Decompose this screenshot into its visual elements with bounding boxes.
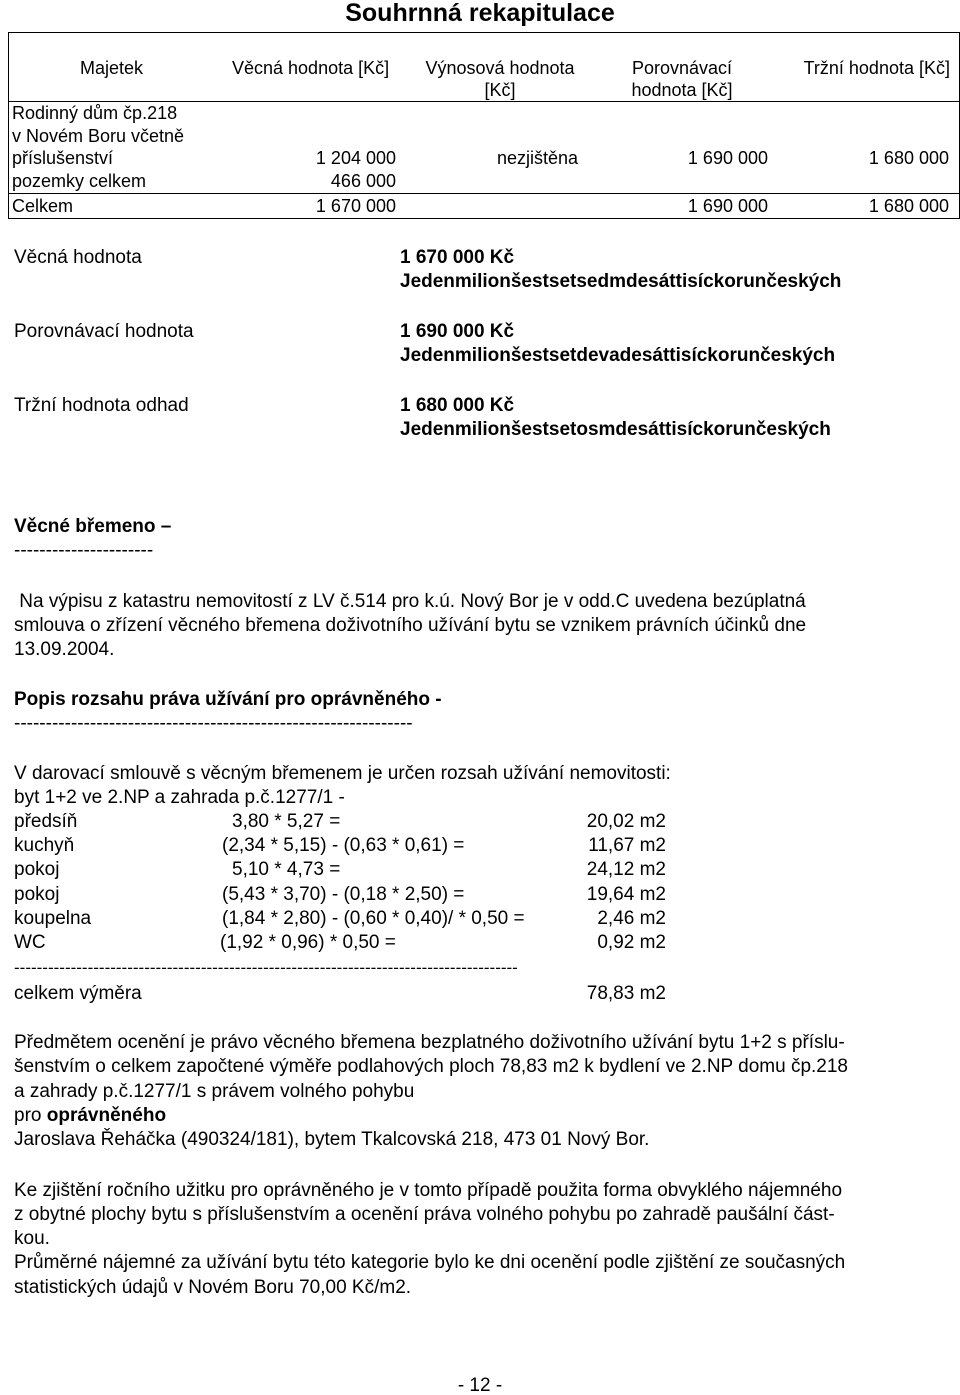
rooms-total-label: celkem výměra: [14, 983, 142, 1004]
room-area: 24,12 m2: [586, 859, 666, 880]
usage-line-4: Průměrné nájemné za užívání bytu této kategorie bylo ke dni ocenění podle zjištění ze současných: [14, 1252, 846, 1273]
summary-words-porovnavaci: Jedenmilionšestsetdevadesáttisíckorunčeských: [400, 345, 836, 366]
room-formula: (2,34 * 5,15) - (0,63 * 0,61) =: [222, 835, 465, 856]
header-majetek: Majetek: [80, 58, 144, 78]
row-name-line-2: v Novém Boru včetně: [12, 126, 185, 146]
header-vynosova-1: Výnosová hodnota: [425, 58, 575, 78]
room-name: kuchyň: [14, 835, 75, 856]
header-trzni: Tržní hodnota [Kč]: [803, 58, 950, 78]
scope-intro-line-1: V darovací smlouvě s věcným břemenem je určen rozsah užívání nemovitosti:: [14, 763, 671, 784]
row-porovnavaci: 1 690 000: [687, 148, 768, 168]
table-total-divider: [8, 193, 960, 194]
scope-heading: Popis rozsahu práva užívání pro oprávněného -: [14, 689, 442, 710]
summary-amount-trzni: 1 680 000 Kč: [400, 395, 515, 416]
summary-label-porovnavaci: Porovnávací hodnota: [14, 321, 194, 342]
room-name: koupelna: [14, 908, 92, 929]
burden-dashes: ----------------------: [14, 540, 154, 561]
burden-heading: Věcné břemeno –: [14, 516, 172, 537]
room-formula: (5,43 * 3,70) - (0,18 * 2,50) =: [222, 884, 465, 905]
total-porovnavaci: 1 690 000: [687, 196, 768, 216]
total-label: Celkem: [12, 196, 74, 216]
usage-line-2: z obytné plochy bytu s příslušenstvím a ocenění práva volného pohybu po zahradě paušální část-: [14, 1204, 835, 1225]
summary-words-trzni: Jedenmilionšestsetosmdesáttisíckorunčeských: [400, 419, 831, 440]
header-porovnavaci-2: hodnota [Kč]: [631, 80, 733, 100]
header-porovnavaci-1: Porovnávací: [631, 58, 733, 78]
room-name: předsíň: [14, 811, 78, 832]
page-number: - 12 -: [457, 1375, 503, 1395]
usage-line-3: kou.: [14, 1228, 50, 1249]
summary-amount-vecna: 1 670 000 Kč: [400, 247, 515, 268]
row-vecna-building: 1 204 000: [315, 148, 396, 168]
summary-label-trzni: Tržní hodnota odhad: [14, 395, 189, 416]
row-vynosova: nezjištěna: [496, 148, 578, 168]
header-vecna: Věcná hodnota [Kč]: [232, 58, 390, 78]
burden-text-line-3: 13.09.2004.: [14, 639, 115, 660]
subject-for-prefix: pro: [14, 1105, 47, 1126]
subject-line-1: Předmětem ocenění je právo věcného břemena bezplatného doživotního užívání bytu 1+2 s příslu-: [14, 1032, 845, 1053]
scope-intro-line-2: byt 1+2 ve 2.NP a zahrada p.č.1277/1 -: [14, 787, 345, 808]
page-title: Souhrnná rekapitulace: [345, 0, 615, 27]
summary-words-vecna: Jedenmilionšestsetsedmdesáttisíckorunčeských: [400, 271, 842, 292]
subject-for-line: [14, 1104, 166, 1129]
room-area: 2,46 m2: [597, 908, 666, 929]
scope-dashes: ---------------------------------------------------------------: [14, 713, 413, 734]
row-name-line-1: Rodinný dům čp.218: [12, 103, 178, 123]
room-name: pokoj: [14, 859, 60, 880]
rooms-total-area: 78,83 m2: [586, 983, 666, 1004]
rooms-separator: -----------------------------------------------------------------------------------------: [14, 958, 518, 977]
subject-person: Jaroslava Řeháčka (490324/181), bytem Tkalcovská 218, 473 01 Nový Bor.: [14, 1129, 650, 1150]
room-formula: (1,84 * 2,80) - (0,60 * 0,40)/ * 0,50 =: [222, 908, 525, 929]
row-vecna-land: 466 000: [330, 171, 396, 191]
row-name-line-3: příslušenství: [12, 148, 114, 168]
room-formula: 3,80 * 5,27 =: [232, 811, 341, 832]
usage-line-5: statistických údajů v Novém Boru 70,00 Kč/m2.: [14, 1277, 412, 1298]
room-area: 0,92 m2: [597, 932, 666, 953]
room-area: 19,64 m2: [586, 884, 666, 905]
room-formula: (1,92 * 0,96) * 0,50 =: [220, 932, 396, 953]
header-vynosova-2: [Kč]: [484, 80, 516, 100]
total-vecna: 1 670 000: [315, 196, 396, 216]
usage-line-1: Ke zjištění ročního užitku pro oprávněného je v tomto případě použita forma obvyklého nájemného: [14, 1180, 843, 1201]
subject-for-bold: oprávněného: [46, 1105, 167, 1126]
room-area: 11,67 m2: [588, 835, 666, 856]
total-trzni: 1 680 000: [868, 196, 949, 216]
burden-text-line-1: Na výpisu z katastru nemovitostí z LV č.514 pro k.ú. Nový Bor je v odd.C uvedena bezúplatná: [14, 591, 806, 612]
room-formula: 5,10 * 4,73 =: [232, 859, 341, 880]
summary-label-vecna: Věcná hodnota: [14, 247, 142, 268]
subject-line-2: šenstvím o celkem započtené výměře podlahových ploch 78,83 m2 k bydlení ve 2.NP domu čp.218: [14, 1056, 848, 1077]
row-name-line-4: pozemky celkem: [12, 171, 147, 191]
subject-line-3: a zahrady p.č.1277/1 s právem volného pohybu: [14, 1081, 415, 1102]
room-area: 20,02 m2: [586, 811, 666, 832]
summary-amount-porovnavaci: 1 690 000 Kč: [400, 321, 515, 342]
room-name: pokoj: [14, 884, 60, 905]
burden-text-line-2: smlouva o zřízení věcného břemena doživotního užívání bytu se vznikem právních účinků dne: [14, 615, 807, 636]
row-trzni: 1 680 000: [868, 148, 949, 168]
room-name: WC: [14, 932, 46, 953]
